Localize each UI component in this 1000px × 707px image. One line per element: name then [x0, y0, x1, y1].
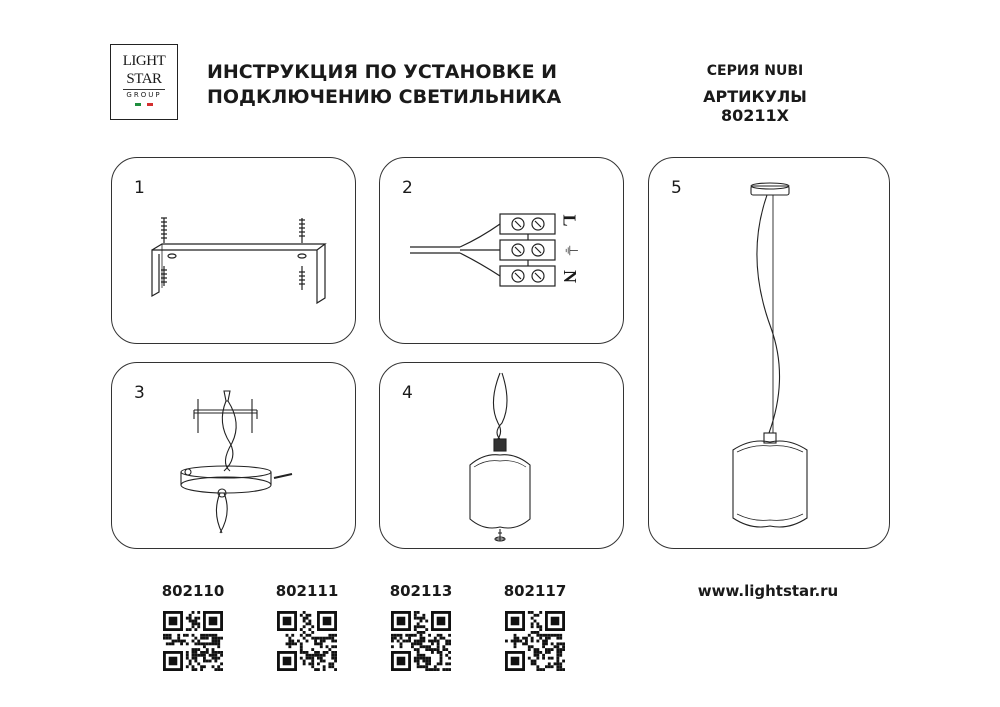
mounting-bar-left-leg-icon: [152, 254, 159, 296]
document-title: [207, 60, 561, 110]
glass-shade-icon: [733, 441, 807, 527]
logo-text-light: LIGHT: [122, 53, 166, 69]
assembled-lamp-illustration: [649, 158, 890, 549]
step-panel-2: [379, 157, 624, 344]
shade-illustration: [380, 363, 624, 549]
canopy-illustration: [112, 363, 356, 549]
terminal-block-icon: [500, 214, 555, 286]
articles-label: АРТИКУЛЫ 80211X: [703, 87, 807, 125]
title-line-1: ИНСТРУКЦИЯ ПО УСТАНОВКЕ И: [207, 61, 558, 83]
label-n: N: [560, 270, 580, 283]
product-code-4: 802117: [503, 582, 567, 600]
mounting-bar-icon: [152, 244, 325, 303]
website-link[interactable]: www.lightstar.ru: [697, 582, 839, 600]
series-label: СЕРИЯ NUBI: [706, 63, 804, 79]
logo-flag-icon: [135, 103, 153, 106]
step-number: 2: [402, 178, 413, 198]
side-screw-icon: [274, 474, 292, 478]
wire-icon: [222, 401, 236, 471]
flag-stripe-red: [147, 103, 153, 106]
bottom-nut-icon: [496, 529, 504, 541]
step-panel-1: [111, 157, 356, 344]
logo-text-star: STAR: [126, 71, 162, 87]
step-number: 4: [402, 383, 413, 403]
canopy-icon: [751, 186, 789, 195]
cable-icon: [493, 373, 507, 441]
logo-divider: [123, 89, 165, 90]
step-panel-3: [111, 362, 356, 549]
title-line-2: ПОДКЛЮЧЕНИЮ СВЕТИЛЬНИКА: [207, 86, 562, 108]
suspension-cable-icon: [757, 195, 780, 433]
terminal-block-illustration: [380, 158, 624, 344]
canopy-top-icon: [181, 466, 271, 478]
earth-symbol-icon: ⏚: [562, 242, 581, 259]
product-code-2: 802111: [275, 582, 339, 600]
step-panel-4: [379, 362, 624, 549]
step-number: 5: [671, 178, 682, 198]
qr-code-icon: [391, 611, 451, 671]
mounting-bar-illustration: [112, 158, 356, 344]
lamp-cable-icon: [216, 493, 227, 533]
mounting-bar-icon: [194, 410, 257, 419]
step-number: 1: [134, 178, 145, 198]
product-code-3: 802113: [389, 582, 453, 600]
lamp-holder-icon: [494, 439, 506, 451]
qr-code-icon: [277, 611, 337, 671]
label-l: L: [559, 214, 580, 227]
step-panel-5: [648, 157, 890, 549]
logo-text-group: GROUP: [126, 91, 162, 99]
glass-shade-icon: [470, 455, 530, 528]
product-code-1: 802110: [161, 582, 225, 600]
lightstar-logo: [110, 44, 178, 120]
step-number: 3: [134, 383, 145, 403]
qr-code-icon: [163, 611, 223, 671]
cable-icon: [410, 224, 500, 276]
qr-code-icon: [505, 611, 565, 671]
wire-terminal-icon: [224, 391, 230, 401]
